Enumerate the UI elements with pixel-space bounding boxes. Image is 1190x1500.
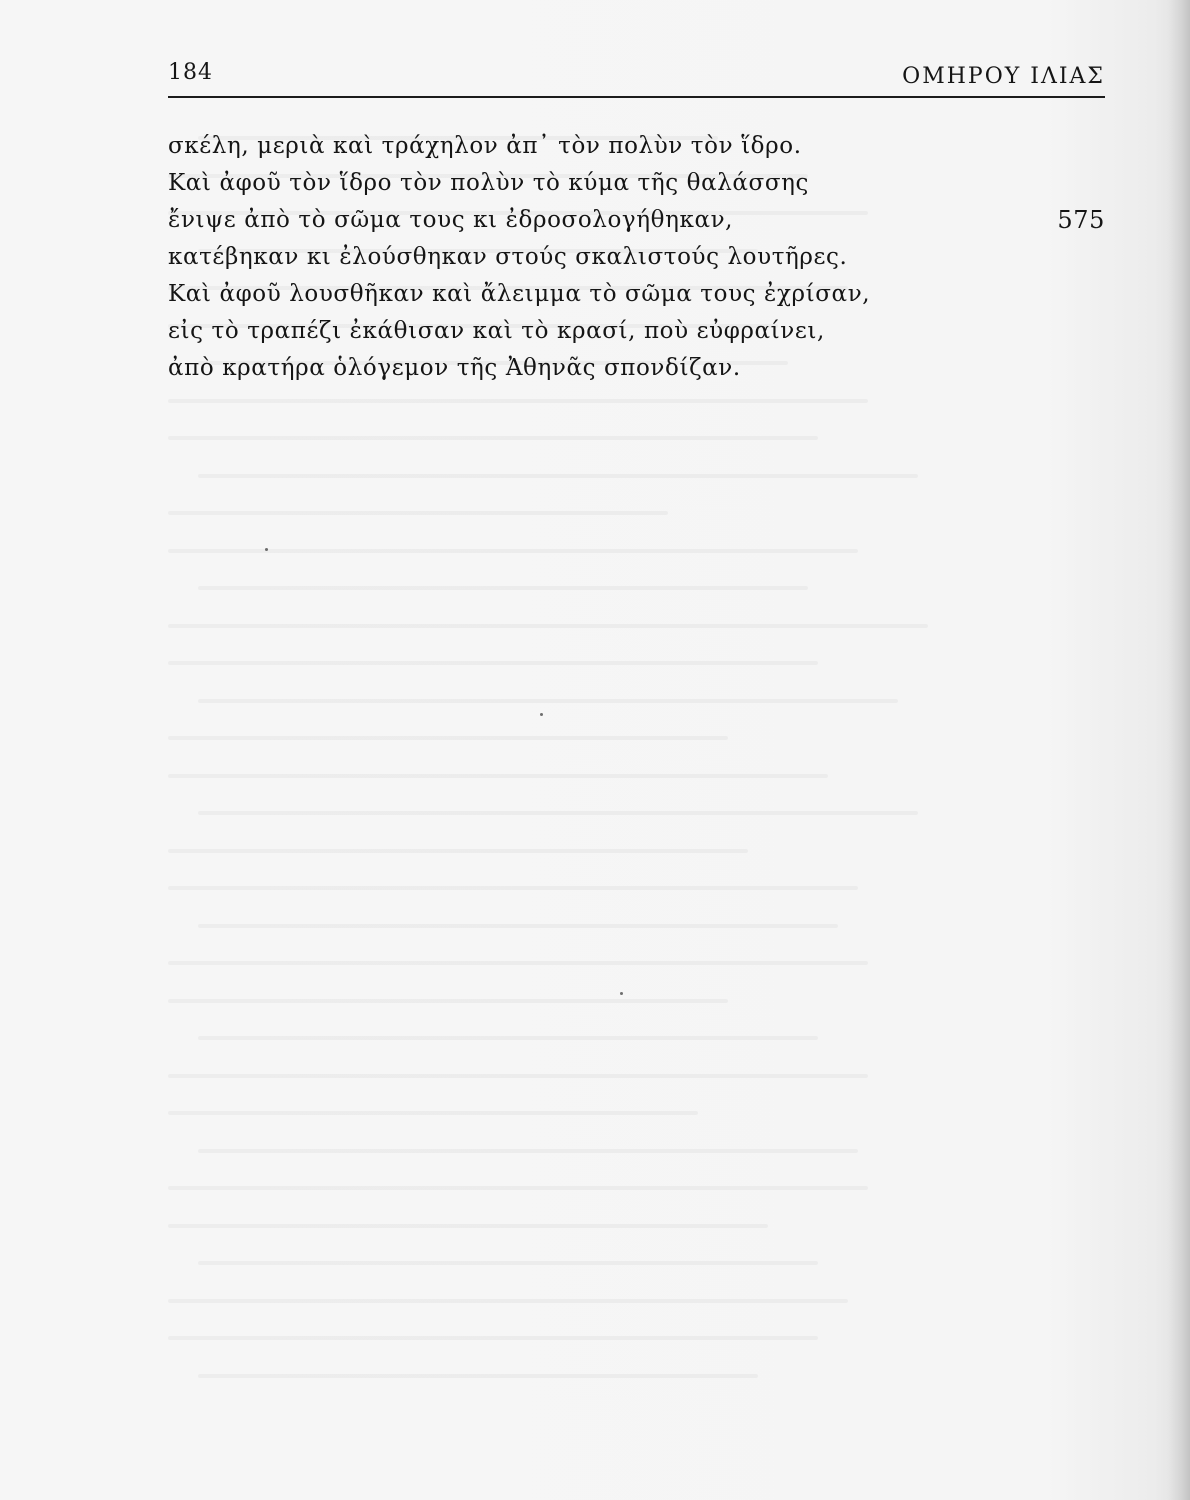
bleed-line xyxy=(168,795,1108,833)
paper-speck xyxy=(265,548,268,551)
bleed-line xyxy=(168,533,1108,571)
bleed-line xyxy=(168,683,1108,721)
bleed-line xyxy=(168,495,1108,533)
bleed-stroke xyxy=(168,736,728,740)
page-header xyxy=(168,58,1105,94)
running-head: ΟΜΗΡΟΥ ΙΛΙΑΣ xyxy=(902,64,1105,89)
verse-line xyxy=(168,239,1105,276)
bleed-stroke xyxy=(168,399,868,403)
bleed-stroke xyxy=(168,886,858,890)
bleed-line xyxy=(168,1020,1108,1058)
bleed-line xyxy=(168,1283,1108,1321)
line-number: 575 xyxy=(1057,206,1105,234)
bleed-line xyxy=(168,1320,1108,1358)
verse-line xyxy=(168,165,1105,202)
verse-text: Καὶ ἀφοῦ τὸν ἵδρο τὸν πολὺν τὸ κύμα τῆς θαλάσσης xyxy=(168,170,809,196)
bleed-line xyxy=(168,908,1108,946)
verse-text: ἀπὸ κρατήρα ὁλόγεμον τῆς Ἀθηνᾶς σπονδίζαν. xyxy=(168,355,741,381)
page-number: 184 xyxy=(168,60,213,85)
verse-text: εἰς τὸ τραπέζι ἐκάθισαν καὶ τὸ κρασί, ποὺ εὐφραίνει, xyxy=(168,318,825,344)
verse-text: σκέλη, μεριὰ καὶ τράχηλον ἀπ᾽ τὸν πολὺν τὸν ἵδρο. xyxy=(168,133,802,159)
verse-line xyxy=(168,276,1105,313)
bleed-stroke xyxy=(168,999,728,1003)
bleed-line xyxy=(168,758,1108,796)
bleed-stroke xyxy=(168,1336,818,1340)
bleed-stroke xyxy=(198,1261,818,1265)
bleed-stroke xyxy=(198,1036,818,1040)
bleed-stroke xyxy=(168,849,748,853)
bleed-line xyxy=(168,833,1108,871)
bleed-line xyxy=(168,383,1108,421)
bleed-line xyxy=(168,608,1108,646)
bleed-line xyxy=(168,420,1108,458)
verse-text: ἔνιψε ἀπὸ τὸ σῶμα τους κι ἐδροσολογήθηκαν, xyxy=(168,207,734,233)
binding-shadow xyxy=(1168,0,1190,1500)
bleed-stroke xyxy=(168,661,818,665)
bleed-stroke xyxy=(168,549,858,553)
bleed-line xyxy=(168,983,1108,1021)
bleed-stroke xyxy=(198,811,918,815)
bleed-stroke xyxy=(168,1224,768,1228)
bleed-stroke xyxy=(168,961,868,965)
bleed-line xyxy=(168,1170,1108,1208)
bleed-line xyxy=(168,1358,1108,1396)
bleed-stroke xyxy=(198,474,918,478)
bleed-stroke xyxy=(168,1111,698,1115)
bleed-stroke xyxy=(168,511,668,515)
bleed-stroke xyxy=(198,586,808,590)
bleed-stroke xyxy=(168,436,818,440)
bleed-line xyxy=(168,645,1108,683)
header-rule xyxy=(168,96,1105,98)
verse-text: κατέβηκαν κι ἐλούσθηκαν στούς σκαλιστούς λουτῆρες. xyxy=(168,244,848,270)
bleed-stroke xyxy=(168,1186,868,1190)
bleed-stroke xyxy=(198,1149,858,1153)
verse-line xyxy=(168,202,1105,239)
bleed-stroke xyxy=(198,699,898,703)
verse-block xyxy=(168,128,1105,387)
bleed-line xyxy=(168,870,1108,908)
bleed-line xyxy=(168,1208,1108,1246)
verse-text: Καὶ ἀφοῦ λουσθῆκαν καὶ ἄλειμμα τὸ σῶμα τους ἐχρίσαν, xyxy=(168,281,871,307)
bleed-stroke xyxy=(168,1074,868,1078)
bleed-line xyxy=(168,720,1108,758)
bleed-line xyxy=(168,1058,1108,1096)
bleed-line xyxy=(168,1245,1108,1283)
paper-speck xyxy=(620,992,623,995)
bleed-stroke xyxy=(168,1299,848,1303)
bleed-stroke xyxy=(198,1374,758,1378)
bleed-stroke xyxy=(168,624,928,628)
bleed-stroke xyxy=(168,774,828,778)
bleed-stroke xyxy=(198,924,838,928)
verse-line xyxy=(168,313,1105,350)
bleed-line xyxy=(168,570,1108,608)
bleed-line xyxy=(168,1095,1108,1133)
paper-speck xyxy=(540,713,543,716)
bleed-line xyxy=(168,458,1108,496)
verse-line xyxy=(168,128,1105,165)
bleed-line xyxy=(168,1133,1108,1171)
verse-line xyxy=(168,350,1105,387)
bleed-line xyxy=(168,945,1108,983)
